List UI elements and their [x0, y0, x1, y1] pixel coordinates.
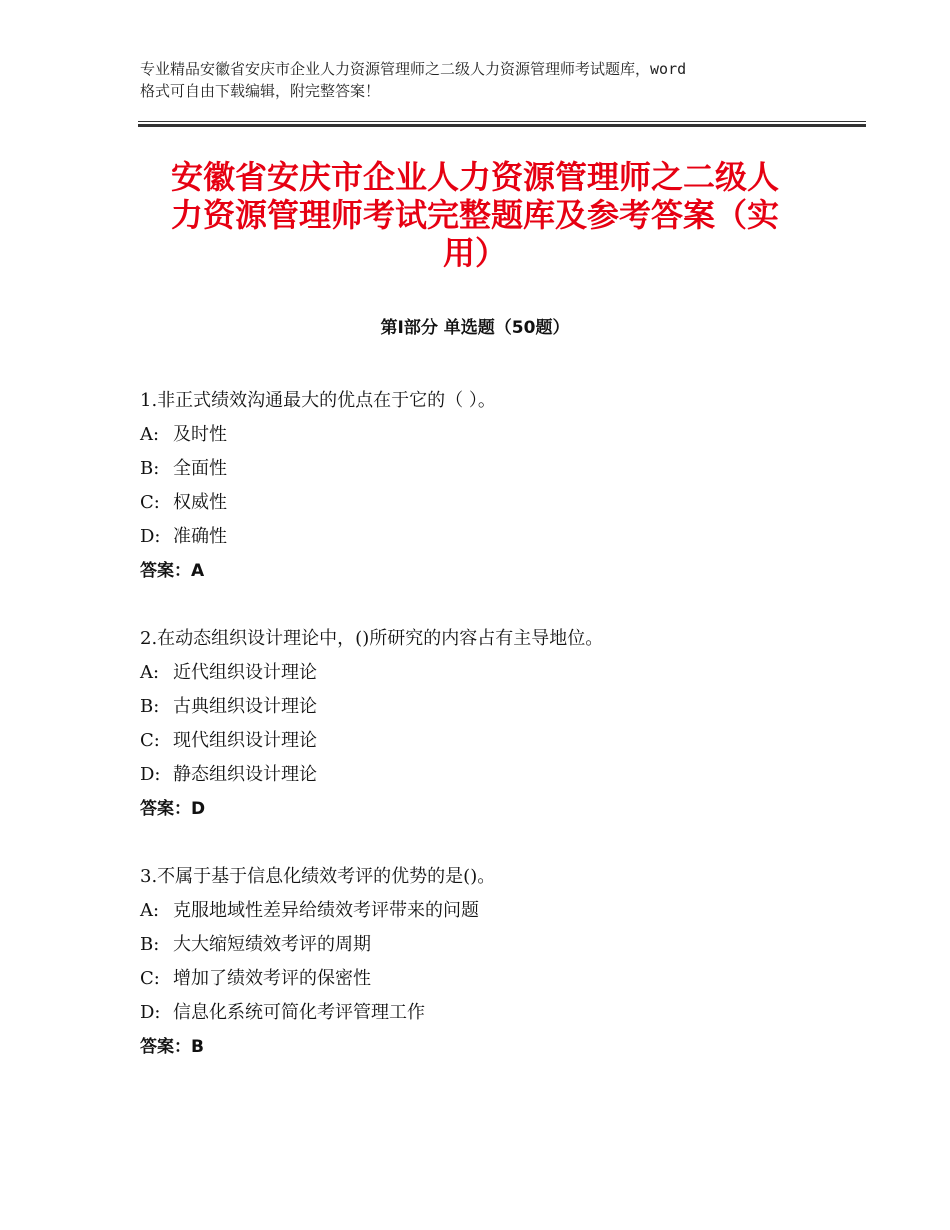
question-item: [140, 622, 860, 826]
option-text: 古典组织设计理论: [173, 696, 317, 717]
option-letter: B:: [140, 458, 160, 479]
section-heading: 第Ⅰ部分 单选题（50题）: [380, 318, 570, 338]
option-text: 大大缩短绩效考评的周期: [173, 934, 371, 955]
header-divider-thick: [138, 124, 866, 127]
question-list: [140, 384, 860, 1098]
question-answer: 答案：A: [140, 561, 205, 581]
question-item: [140, 860, 860, 1064]
question-option: [140, 452, 860, 486]
option-text: 权威性: [173, 492, 227, 513]
option-text: 近代组织设计理论: [173, 662, 317, 683]
question-option: [140, 962, 860, 996]
option-letter: A:: [140, 662, 160, 683]
question-option: [140, 894, 860, 928]
question-stem: 1.非正式绩效沟通最大的优点在于它的（ ）。: [140, 390, 496, 411]
question-item: [140, 384, 860, 588]
question-stem: 2.在动态组织设计理论中，()所研究的内容占有主导地位。: [140, 628, 604, 649]
option-letter: A:: [140, 900, 160, 921]
option-letter: C:: [140, 730, 160, 751]
document-title-line: 力资源管理师考试完整题库及参考答案（实: [170, 196, 779, 234]
header-note-line: 格式可自由下载编辑，附完整答案！: [140, 82, 381, 100]
question-option: [140, 418, 860, 452]
document-title-line: 安徽省安庆市企业人力资源管理师之二级人: [170, 158, 779, 196]
option-text: 信息化系统可简化考评管理工作: [173, 1002, 425, 1023]
question-option: [140, 486, 860, 520]
option-text: 克服地域性差异给绩效考评带来的问题: [173, 900, 479, 921]
option-text: 及时性: [173, 424, 227, 445]
option-letter: D:: [140, 1002, 161, 1023]
option-letter: C:: [140, 968, 160, 989]
option-letter: A:: [140, 424, 160, 445]
option-letter: B:: [140, 696, 160, 717]
option-text: 全面性: [173, 458, 227, 479]
option-letter: D:: [140, 764, 161, 785]
question-option: [140, 928, 860, 962]
header-note-line: 专业精品安徽省安庆市企业人力资源管理师之二级人力资源管理师考试题库，word: [140, 60, 687, 78]
document-title-line: 用）: [442, 234, 507, 272]
option-text: 现代组织设计理论: [173, 730, 317, 751]
header-note: [140, 58, 830, 102]
question-option: [140, 724, 860, 758]
option-text: 静态组织设计理论: [173, 764, 317, 785]
question-stem: 3.不属于基于信息化绩效考评的优势的是()。: [140, 866, 496, 887]
question-option: [140, 690, 860, 724]
question-answer: 答案：B: [140, 1037, 204, 1057]
option-letter: B:: [140, 934, 160, 955]
document-title: [130, 158, 820, 272]
option-text: 准确性: [173, 526, 227, 547]
question-option: [140, 996, 860, 1030]
question-option: [140, 656, 860, 690]
option-letter: C:: [140, 492, 160, 513]
option-letter: D:: [140, 526, 161, 547]
option-text: 增加了绩效考评的保密性: [173, 968, 371, 989]
question-option: [140, 520, 860, 554]
question-option: [140, 758, 860, 792]
question-answer: 答案：D: [140, 799, 206, 819]
header-divider-thin: [138, 121, 866, 122]
